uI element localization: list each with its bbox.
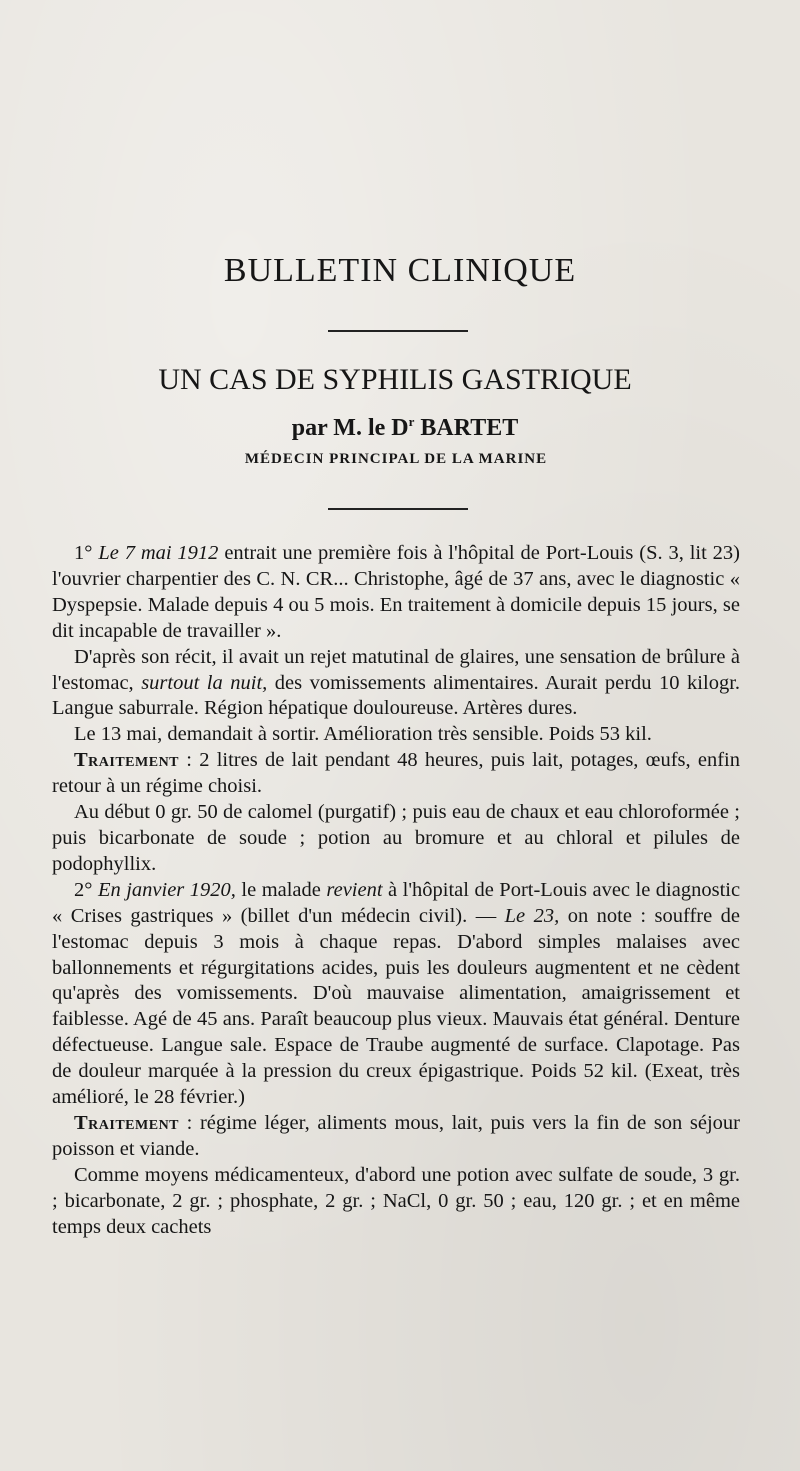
author-name: BARTET (420, 415, 519, 441)
paragraph (52, 878, 740, 1111)
case-number: 2° (74, 878, 93, 901)
author-affiliation: MÉDECIN PRINCIPAL DE LA MARINE (244, 451, 548, 467)
paragraph: Le 13 mai, demandait à sortir. Amélioration très sensible. Poids 53 kil. (74, 723, 652, 746)
case-date: Le 7 mai 1912 (98, 542, 219, 564)
title-divider (328, 330, 468, 332)
paragraph-text: à l'hôpital de Port-Louis avec le diagnostic « Crises gastriques » (billet d'un médecin civil). — (52, 878, 741, 927)
case-number: 1° (74, 542, 93, 564)
emphasis: surtout la nuit, (141, 671, 268, 694)
byline-sup: r (408, 414, 415, 429)
paragraph (52, 541, 740, 645)
emphasis: revient (326, 878, 383, 901)
paragraph-text: : 2 litres de lait pendant 48 heures, puis lait, potages, œufs, enfin retour à un régime choisi. (52, 749, 741, 798)
section-title: BULLETIN CLINIQUE (223, 252, 577, 289)
paragraph-text: : régime léger, aliments mous, lait, puis vers la fin de son séjour poisson et viande. (52, 1111, 741, 1160)
case-date: En janvier 1920, (97, 878, 236, 901)
treatment-label: Traitement (74, 1111, 180, 1134)
byline (0, 414, 800, 442)
paragraph-text: D'après son récit, il avait un rejet matutinal de glaires, une sensation de brûlure à l'estomac, (52, 645, 740, 694)
byline-prefix: par M. le D (291, 415, 409, 441)
paragraph-text: des vomissements alimentaires. Aurait perdu 10 kilogr. Langue saburrale. Région hépatique douloureuse. Artères dures. (52, 671, 741, 720)
paragraph-text: entrait une première fois à l'hôpital de Port-Louis (S. 3, lit 23) l'ouvrier charpentier des C. N. CR... Christophe, âgé de 37 ans, avec le diagnostic « Dyspepsie. Malade depuis 4 ou 5 mois. En traitement à domicile depuis 15 jours, se dit incapable de travailler ». (52, 542, 741, 642)
paragraph-text: le malade (241, 878, 321, 901)
paragraph (52, 748, 740, 800)
emphasis: Le 23, (504, 904, 560, 927)
header-divider (328, 508, 468, 510)
article-title: UN CAS DE SYPHILIS GASTRIQUE (158, 363, 632, 396)
paragraph: Comme moyens médicamenteux, d'abord une potion avec sulfate de soude, 3 gr. ; bicarbonate, 2 gr. ; phosphate, 2 gr. ; NaCl, 0 gr. 50 ; eau, 120 gr. ; et en même temps deux cachets (52, 1163, 740, 1238)
paragraph (52, 1111, 740, 1163)
paragraph: Au début 0 gr. 50 de calomel (purgatif) ; puis eau de chaux et eau chloroformée ; puis bicarbonate de soude ; potion au bromure et au chloral et pilules de podophyllix. (52, 801, 740, 875)
paragraph (52, 645, 740, 723)
article-body (52, 541, 740, 1240)
paragraph-text: on note : souffre de l'estomac depuis 3 mois à chaque repas. D'abord simples malaises avec ballonnements et régurgitations acides, puis les douleurs augmentent et ne cèdent qu'après des vomissements. D'où mauvaise alimentation, amaigrissement et faiblesse. Agé de 45 ans. Paraît beaucoup plus vieux. Mauvais état général. Denture défectueuse. Langue sale. Espace de Traube augmenté de surface. Clapotage. Pas de douleur marquée à la pression du creux épigastrique. Poids 52 kil. (Exeat, très amélioré, le 28 février.) (52, 904, 741, 1109)
treatment-label: Traitement (74, 749, 180, 772)
